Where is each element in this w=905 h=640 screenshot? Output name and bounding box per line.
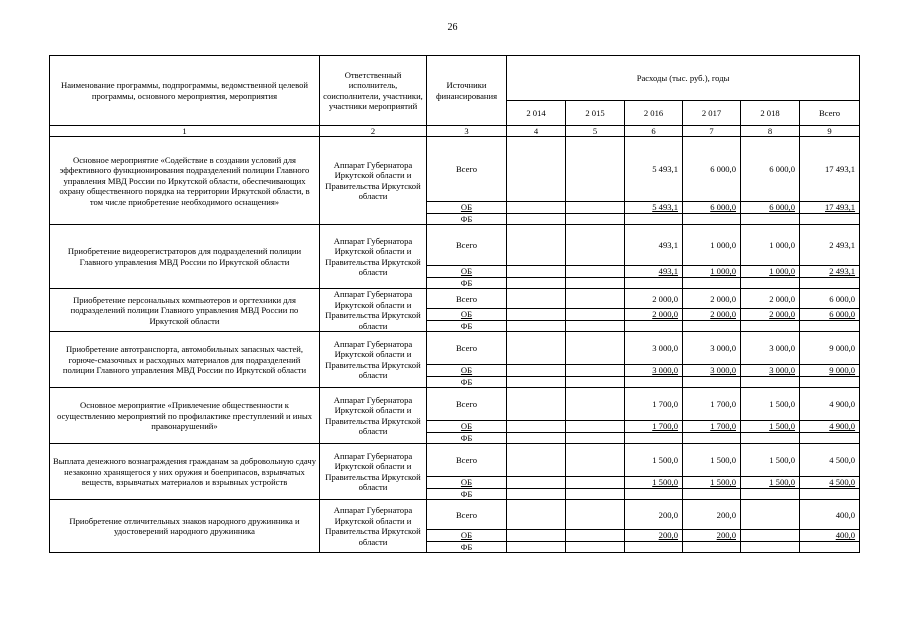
value-cell [566,421,625,432]
value-cell: 3 000,0 [683,332,741,365]
activity-name: Основное мероприятие «Привлечение общественности к осуществлению мероприятий по профилактике преступлений и иных правонарушений» [50,388,320,444]
value-cell: 200,0 [683,530,741,541]
value-cell: 2 000,0 [683,289,741,309]
value-total: 17 493,1 [800,137,860,202]
value-cell: 200,0 [625,500,683,530]
col-number: 3 [427,126,507,137]
value-cell: 1 000,0 [683,225,741,266]
value-cell [507,332,566,365]
header-source: Источники финансирования [427,56,507,126]
funding-source: ФБ [427,541,507,552]
value-cell [625,541,683,552]
value-total: 9 000,0 [800,332,860,365]
value-cell: 6 000,0 [683,202,741,213]
value-cell [566,289,625,309]
value-cell: 1 500,0 [741,477,800,488]
value-cell [507,500,566,530]
value-cell [507,365,566,376]
value-total: 6 000,0 [800,309,860,320]
value-cell [566,488,625,499]
col-number: 1 [50,126,320,137]
funding-source: ФБ [427,376,507,387]
value-cell: 2 000,0 [741,309,800,320]
value-cell [625,277,683,288]
value-total [800,213,860,224]
funding-source: ФБ [427,213,507,224]
funding-source: Всего [427,137,507,202]
value-cell [741,277,800,288]
value-cell: 1 500,0 [625,444,683,477]
value-cell [507,289,566,309]
funding-source: ФБ [427,320,507,331]
table-row [50,289,860,309]
value-cell [741,376,800,387]
funding-source: ОБ [427,266,507,277]
value-cell [741,213,800,224]
value-cell [683,488,741,499]
value-cell [566,332,625,365]
value-total [800,488,860,499]
value-cell [683,376,741,387]
value-cell [566,388,625,421]
value-cell [566,266,625,277]
value-cell [741,488,800,499]
value-cell [507,541,566,552]
col-number: 4 [507,126,566,137]
value-cell [625,488,683,499]
value-cell: 1 700,0 [625,421,683,432]
funding-source: ФБ [427,432,507,443]
table-row [50,444,860,477]
value-cell: 5 493,1 [625,137,683,202]
value-total: 4 900,0 [800,421,860,432]
activity-name: Приобретение видеорегистраторов для подразделений полиции Главного управления МВД России по Иркутской области [50,225,320,289]
header-year: 2 015 [566,101,625,126]
funding-source: ОБ [427,477,507,488]
funding-source: ОБ [427,365,507,376]
value-cell [507,477,566,488]
funding-source: Всего [427,289,507,309]
value-cell [507,432,566,443]
value-cell: 1 000,0 [683,266,741,277]
value-cell: 2 000,0 [683,309,741,320]
value-cell [566,432,625,443]
header-total: Всего [800,101,860,126]
table-row [50,137,860,202]
value-cell: 3 000,0 [741,365,800,376]
value-total: 2 493,1 [800,225,860,266]
value-cell [507,266,566,277]
value-cell [741,320,800,331]
value-total: 9 000,0 [800,365,860,376]
value-cell [507,213,566,224]
funding-source: ОБ [427,202,507,213]
value-cell [566,500,625,530]
value-cell: 1 500,0 [741,444,800,477]
value-cell: 2 000,0 [625,289,683,309]
activity-name: Основное мероприятие «Содействие в создании условий для эффективного функционирования подразделений полиции Главного управления МВД России по Иркутской области, обеспечивающих охрану общественного порядка на территории Иркутской области, в том числе приобретение необходимого оснащения» [50,137,320,225]
activity-name: Выплата денежного вознаграждения гражданам за добровольную сдачу незаконно хранящегося у них оружия и боеприпасов, взрывчатых веществ, взрывчатых материалов и взрывных устройств [50,444,320,500]
value-cell [566,444,625,477]
funding-source: ОБ [427,421,507,432]
value-cell: 5 493,1 [625,202,683,213]
value-cell [683,541,741,552]
value-total [800,432,860,443]
table-row [50,388,860,421]
value-cell [566,202,625,213]
col-number: 6 [625,126,683,137]
funding-source: Всего [427,500,507,530]
header-year: 2 018 [741,101,800,126]
value-cell [683,277,741,288]
executor: Аппарат Губернатора Иркутской области и Правительства Иркутской области [320,500,427,553]
value-cell: 3 000,0 [625,332,683,365]
value-cell [566,277,625,288]
col-number: 7 [683,126,741,137]
value-cell [683,432,741,443]
activity-name: Приобретение отличительных знаков народного дружинника и удостоверений народного дружинника [50,500,320,553]
value-cell [625,432,683,443]
value-cell [566,365,625,376]
value-cell [566,320,625,331]
value-cell [507,277,566,288]
value-total [800,320,860,331]
activity-name: Приобретение автотранспорта, автомобильных запасных частей, горюче-смазочных и расходных материалов для подразделений полиции Главного управления МВД России по Иркутской области [50,332,320,388]
value-cell [566,541,625,552]
value-total: 6 000,0 [800,289,860,309]
value-cell: 1 500,0 [741,388,800,421]
value-cell: 200,0 [683,500,741,530]
value-cell [507,202,566,213]
table-row [50,225,860,266]
value-cell [683,320,741,331]
header-expenses: Расходы (тыс. руб.), годы [507,56,860,101]
value-total: 400,0 [800,530,860,541]
value-total: 4 900,0 [800,388,860,421]
value-cell: 1 500,0 [683,477,741,488]
value-cell: 493,1 [625,225,683,266]
header-year: 2 014 [507,101,566,126]
executor: Аппарат Губернатора Иркутской области и Правительства Иркутской области [320,137,427,225]
executor: Аппарат Губернатора Иркутской области и Правительства Иркутской области [320,444,427,500]
value-cell: 1 000,0 [741,225,800,266]
value-total: 17 493,1 [800,202,860,213]
header-name: Наименование программы, подпрограммы, ведомственной целевой программы, основного мероприятия, мероприятия [50,56,320,126]
value-total [800,277,860,288]
value-total: 4 500,0 [800,444,860,477]
col-number: 9 [800,126,860,137]
value-cell [507,376,566,387]
funding-source: ОБ [427,530,507,541]
value-cell [566,477,625,488]
value-cell: 493,1 [625,266,683,277]
value-cell [625,320,683,331]
funding-source: ФБ [427,277,507,288]
table-row [50,500,860,530]
executor: Аппарат Губернатора Иркутской области и Правительства Иркутской области [320,225,427,289]
value-cell: 1 500,0 [683,444,741,477]
header-year: 2 016 [625,101,683,126]
value-cell [507,225,566,266]
value-cell [507,488,566,499]
funding-source: ОБ [427,309,507,320]
value-cell: 200,0 [625,530,683,541]
header-executor: Ответственный исполнитель, соисполнители, участники, участники мероприятий [320,56,427,126]
value-cell [566,309,625,320]
value-cell [566,225,625,266]
value-cell: 1 700,0 [683,388,741,421]
value-cell: 1 000,0 [741,266,800,277]
value-cell: 3 000,0 [741,332,800,365]
value-cell: 6 000,0 [741,137,800,202]
funding-source: Всего [427,332,507,365]
value-cell [741,432,800,443]
value-cell [507,320,566,331]
value-cell: 3 000,0 [625,365,683,376]
col-number: 8 [741,126,800,137]
value-cell: 6 000,0 [741,202,800,213]
value-cell: 1 700,0 [625,388,683,421]
value-cell [507,421,566,432]
value-cell [566,376,625,387]
funding-source: Всего [427,225,507,266]
value-total: 2 493,1 [800,266,860,277]
value-cell: 6 000,0 [683,137,741,202]
value-cell: 1 500,0 [625,477,683,488]
activity-name: Приобретение персональных компьютеров и оргтехники для подразделений полиции Главного управления МВД России по Иркутской области [50,289,320,332]
executor: Аппарат Губернатора Иркутской области и Правительства Иркутской области [320,388,427,444]
value-cell [741,530,800,541]
value-total [800,541,860,552]
table-row [50,332,860,365]
value-cell: 1 500,0 [741,421,800,432]
value-cell [507,309,566,320]
value-cell: 3 000,0 [683,365,741,376]
value-cell [741,541,800,552]
value-cell [683,213,741,224]
budget-table [49,55,860,553]
value-cell [625,376,683,387]
value-cell: 1 700,0 [683,421,741,432]
value-cell [507,388,566,421]
value-cell [507,137,566,202]
value-cell [507,530,566,541]
page-number: 26 [447,22,458,33]
col-number: 5 [566,126,625,137]
executor: Аппарат Губернатора Иркутской области и Правительства Иркутской области [320,289,427,332]
col-number: 2 [320,126,427,137]
value-cell [625,213,683,224]
value-total: 4 500,0 [800,477,860,488]
value-cell [741,500,800,530]
executor: Аппарат Губернатора Иркутской области и Правительства Иркутской области [320,332,427,388]
funding-source: ФБ [427,488,507,499]
value-cell [507,444,566,477]
value-cell [566,213,625,224]
value-cell [566,530,625,541]
value-cell: 2 000,0 [741,289,800,309]
value-total: 400,0 [800,500,860,530]
value-cell: 2 000,0 [625,309,683,320]
header-year: 2 017 [683,101,741,126]
funding-source: Всего [427,388,507,421]
value-total [800,376,860,387]
funding-source: Всего [427,444,507,477]
value-cell [566,137,625,202]
